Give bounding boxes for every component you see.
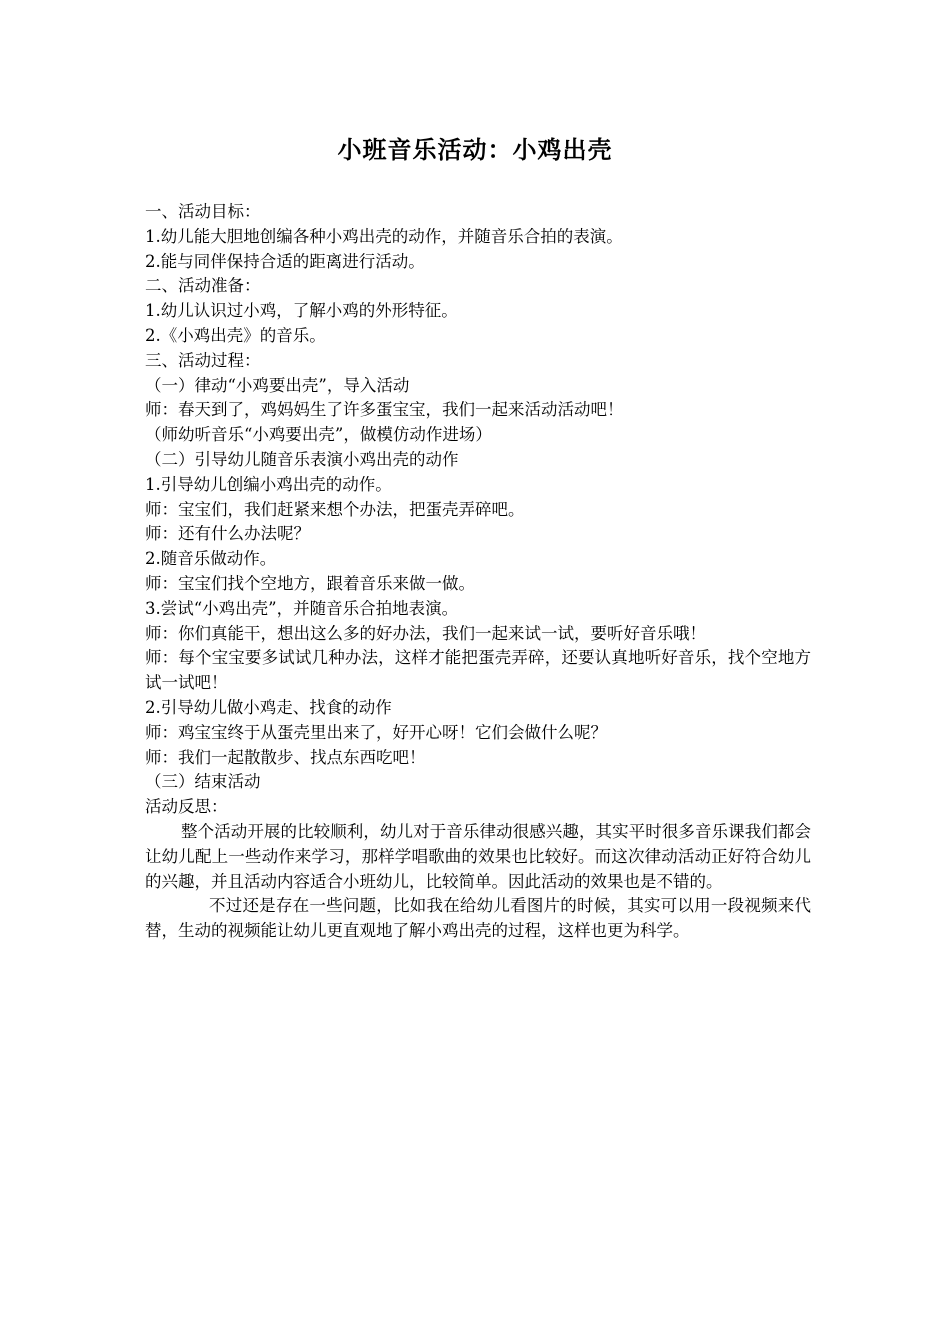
document-title: 小班音乐活动：小鸡出壳: [337, 136, 613, 164]
process-step-1-heading: （一）律动“小鸡要出壳”，导入活动: [145, 375, 410, 395]
teacher-line: 师：宝宝们找个空地方，跟着音乐来做一做。: [145, 573, 475, 593]
document-body: [145, 200, 811, 944]
process-substep: 2.随音乐做动作。: [145, 549, 277, 569]
process-substep: 2.引导幼儿做小鸡走、找食的动作: [145, 697, 392, 717]
teacher-line: 师：春天到了，鸡妈妈生了许多蛋宝宝，我们一起来活动活动吧！: [145, 400, 624, 420]
stage-direction: （师幼听音乐“小鸡要出壳”，做模仿动作进场）: [145, 425, 492, 445]
section-heading-process: 三、活动过程：: [145, 350, 261, 370]
teacher-line: 师：你们真能干，想出这么多的好办法，我们一起来试一试，要听好音乐哦！: [145, 623, 706, 643]
reflection-paragraph-1: 整个活动开展的比较顺利，幼儿对于音乐律动很感兴趣，其实平时很多音乐课我们都会让幼儿配上一些动作来学习，那样学唱歌曲的效果也比较好。而这次律动活动正好符合幼儿的兴趣，并且活动内容适合小班幼儿，比较简单。因此活动的效果也是不错的。: [145, 821, 811, 891]
section-heading-preparation: 二、活动准备：: [145, 276, 261, 296]
teacher-line: 师：鸡宝宝终于从蛋壳里出来了，好开心呀！它们会做什么呢？: [145, 722, 607, 742]
teacher-line: 师：宝宝们，我们赶紧来想个办法，把蛋壳弄碎吧。: [145, 499, 525, 519]
process-substep: 1.引导幼儿创编小鸡出壳的动作。: [145, 474, 392, 494]
preparation-item-1: 1.幼儿认识过小鸡，了解小鸡的外形特征。: [145, 301, 458, 321]
section-heading-reflection: 活动反思：: [145, 797, 228, 817]
reflection-paragraph-2: 不过还是存在一些问题，比如我在给幼儿看图片的时候，其实可以用一段视频来代替，生动的视频能让幼儿更直观地了解小鸡出壳的过程，这样也更为科学。: [145, 896, 811, 941]
process-step-2-heading: （二）引导幼儿随音乐表演小鸡出壳的动作: [145, 449, 459, 469]
teacher-paragraph: 师：每个宝宝要多试试几种办法，这样才能把蛋壳弄碎，还要认真地听好音乐，找个空地方试一试吧！: [145, 648, 811, 693]
preparation-item-2: 2.《小鸡出壳》的音乐。: [145, 325, 326, 345]
process-substep: 3.尝试“小鸡出壳”，并随音乐合拍地表演。: [145, 598, 459, 618]
section-heading-goals: 一、活动目标：: [145, 202, 261, 221]
teacher-line: 师：我们一起散散步、找点东西吃吧！: [145, 747, 426, 767]
goal-item-2: 2.能与同伴保持合适的距离进行活动。: [145, 251, 425, 271]
goal-item-1: 1.幼儿能大胆地创编各种小鸡出壳的动作，并随音乐合拍的表演。: [145, 226, 623, 246]
teacher-line: 师：还有什么办法呢？: [145, 524, 310, 544]
process-step-3-heading: （三）结束活动: [145, 772, 261, 792]
